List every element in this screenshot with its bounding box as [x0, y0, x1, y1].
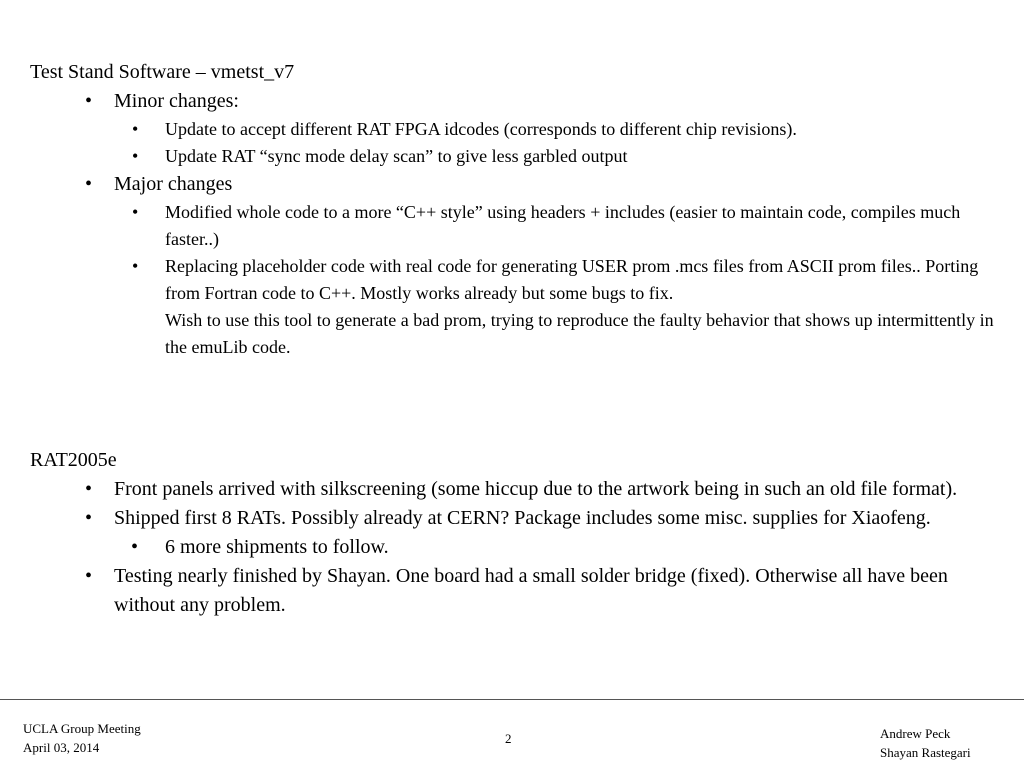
footer-meeting: UCLA Group Meeting: [23, 721, 141, 736]
footer-divider: [0, 699, 1024, 700]
minor-change-1: [30, 116, 1005, 143]
bullet-icon: •: [85, 173, 93, 195]
software-heading: Test Stand Software – vmetst_v7: [30, 61, 295, 83]
major-change-1-text: Modified whole code to a more “C++ style” using headers + includes (easier to maintain code, compiles much faster..): [165, 202, 961, 249]
major-changes-item: [30, 170, 1005, 199]
footer-author-1: Andrew Peck: [880, 726, 951, 741]
footer-date: April 03, 2014: [23, 740, 100, 755]
minor-change-2-text: Update RAT “sync mode delay scan” to give less garbled output: [165, 146, 628, 166]
software-section: [30, 58, 1005, 361]
bullet-icon: •: [85, 478, 93, 500]
major-change-1: [30, 199, 1005, 253]
major-change-2: [30, 253, 1005, 361]
footer-author-2: Shayan Rastegari: [880, 745, 971, 760]
bullet-icon: •: [132, 256, 139, 276]
page-number: 2: [505, 731, 512, 746]
bullet-icon: •: [85, 565, 93, 587]
minor-change-1-text: Update to accept different RAT FPGA idcodes (corresponds to different chip revisions).: [165, 119, 797, 139]
rat-item-1-text: Front panels arrived with silkscreening (some hiccup due to the artwork being in such an old file format).: [114, 478, 958, 500]
rat-item-3: [30, 562, 1005, 620]
rat-item-3-text: Testing nearly finished by Shayan. One board had a small solder bridge (fixed). Otherwise all have been without any problem.: [114, 565, 948, 616]
bullet-icon: •: [131, 536, 139, 558]
rat-item-2-text: Shipped first 8 RATs. Possibly already at CERN? Package includes some misc. supplies for Xiaofeng.: [114, 507, 931, 529]
rat-item-1: [30, 475, 1005, 504]
major-changes-label: Major changes: [114, 173, 233, 195]
rat-subitem: [30, 533, 1005, 562]
bullet-icon: •: [85, 90, 93, 112]
major-change-2-continuation: Wish to use this tool to generate a bad prom, trying to reproduce the faulty behavior that shows up intermittently in the emuLib code.: [165, 310, 994, 357]
major-change-2-text: Replacing placeholder code with real code for generating USER prom .mcs files from ASCII prom files.. Porting from Fortran code to C++. Mostly works already but some bugs to fix.: [165, 256, 979, 303]
bullet-icon: •: [85, 507, 93, 529]
footer-authors: [880, 724, 971, 762]
rat-subitem-text: 6 more shipments to follow.: [165, 536, 389, 558]
bullet-icon: •: [132, 119, 139, 139]
bullet-icon: •: [132, 202, 139, 222]
minor-change-2: [30, 143, 1005, 170]
footer-meeting-info: [23, 719, 141, 757]
rat-section: [30, 446, 1005, 620]
bullet-icon: •: [132, 146, 139, 166]
rat-item-2: [30, 504, 1005, 533]
minor-changes-item: [30, 87, 1005, 116]
rat-heading: RAT2005e: [30, 449, 117, 471]
minor-changes-label: Minor changes:: [114, 90, 239, 112]
